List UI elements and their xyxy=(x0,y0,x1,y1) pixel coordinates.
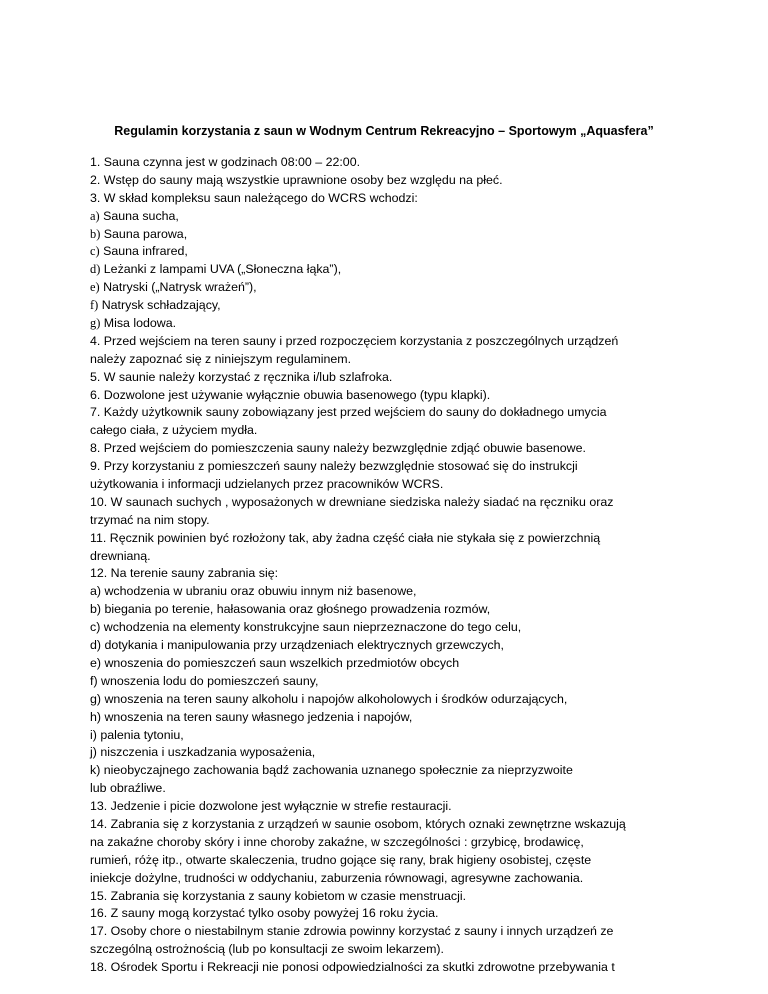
text-line: 18. Ośrodek Sportu i Rekreacji nie ponosi odpowiedzialności za skutki zdrowotne przebywania t xyxy=(90,960,615,975)
text-line: 1. Sauna czynna jest w godzinach 08:00 – 22:00. xyxy=(90,155,361,169)
text-line: h) wnoszenia na teren sauny własnego jedzenia i napojów, xyxy=(90,709,413,724)
text-line: 13. Jedzenie i picie dozwolone jest wyłącznie w strefie restauracji. xyxy=(90,799,452,814)
text-line: 6. Dozwolone jest używanie wyłącznie obuwia basenowego (typu klapki). xyxy=(90,387,491,402)
text-line: a) wchodzenia w ubraniu oraz obuwiu innym niż basenowe, xyxy=(90,584,417,599)
text-line: e) wnoszenia do pomieszczeń saun wszelkich przedmiotów obcych xyxy=(90,655,460,670)
text-line: 9. Przy korzystaniu z pomieszczeń sauny należy bezwzględnie stosować się do instrukcji xyxy=(90,459,578,474)
text-line: 2. Wstęp do sauny mają wszystkie uprawnione osoby bez względu na płeć. xyxy=(90,172,503,187)
text-line: szczególną ostrożnością (lub po konsultacji ze swoim lekarzem). xyxy=(90,942,444,957)
list-marker: a) xyxy=(90,208,100,223)
text-line: k) nieobyczajnego zachowania bądź zachowania uznanego społecznie za nieprzyzwoite xyxy=(90,763,573,778)
text-line: 10. W saunach suchych , wyposażonych w drewniane siedziska należy siadać na ręczniku oraz xyxy=(90,494,614,509)
list-marker: d) xyxy=(90,262,101,277)
list-marker: g) xyxy=(90,316,101,331)
list-marker: c) xyxy=(90,244,100,259)
sublist-item: c) Sauna infrared, xyxy=(90,244,188,259)
text-line: 5. W saunie należy korzystać z ręcznika i/lub szlafroka. xyxy=(90,369,393,384)
text-line: 12. Na terenie sauny zabrania się: xyxy=(90,566,279,581)
sublist-item: a) Sauna sucha, xyxy=(90,208,179,223)
text-line: rumień, różę itp., otwarte skaleczenia, trudno gojące się rany, brak higieny osobistej, częste xyxy=(90,852,592,867)
list-marker: e) xyxy=(90,280,100,295)
text-line: 16. Z sauny mogą korzystać tylko osoby powyżej 16 roku życia. xyxy=(90,906,439,921)
document-body xyxy=(90,154,730,977)
text-line: g) wnoszenia na teren sauny alkoholu i napojów alkoholowych i środków odurzających, xyxy=(90,691,568,706)
text-line: j) niszczenia i uszkadzania wyposażenia, xyxy=(90,745,316,760)
document-title: Regulamin korzystania z saun w Wodnym Centrum Rekreacyjno – Sportowym „Aquasfera” xyxy=(114,124,654,138)
text-line: iniekcje dożylne, trudności w oddychaniu, zaburzenia równowagi, agresywne zachowania. xyxy=(90,870,584,885)
text-line: b) biegania po terenie, hałasowania oraz głośnego prowadzenia rozmów, xyxy=(90,602,491,617)
text-line: drewnianą. xyxy=(90,548,151,563)
text-line: na zakaźne choroby skóry i inne choroby zakaźne, w szczególności : grzybicę, brodawicę, xyxy=(90,834,584,849)
text-line: 4. Przed wejściem na teren sauny i przed rozpoczęciem korzystania z poszczególnych urządzeń xyxy=(90,333,619,348)
text-line: 7. Każdy użytkownik sauny zobowiązany jest przed wejściem do sauny do dokładnego umycia xyxy=(90,405,607,420)
text-line: całego ciała, z użyciem mydła. xyxy=(90,423,258,438)
list-marker: f) xyxy=(90,298,99,313)
text-line: użytkowania i informacji udzielanych przez pracowników WCRS. xyxy=(90,477,444,492)
text-line: f) wnoszenia lodu do pomieszczeń sauny, xyxy=(90,673,319,688)
text-line: lub obraźliwe. xyxy=(90,781,166,796)
sublist-item: b) Sauna parowa, xyxy=(90,226,188,241)
text-line: 17. Osoby chore o niestabilnym stanie zdrowia powinny korzystać z sauny i innych urządzeń ze xyxy=(90,924,614,939)
sublist-item: e) Natryski („Natrysk wrażeń”), xyxy=(90,280,257,295)
text-line: 11. Ręcznik powinien być rozłożony tak, aby żadna część ciała nie stykała się z powierzchnią xyxy=(90,530,601,545)
list-marker: b) xyxy=(90,226,101,241)
text-line: trzymać na nim stopy. xyxy=(90,512,210,527)
sublist-item: g) Misa lodowa. xyxy=(90,316,177,331)
text-line: c) wchodzenia na elementy konstrukcyjne saun nieprzeznaczone do tego celu, xyxy=(90,620,522,635)
text-line: 15. Zabrania się korzystania z sauny kobietom w czasie menstruacji. xyxy=(90,888,467,903)
text-line: d) dotykania i manipulowania przy urządzeniach elektrycznych grzewczych, xyxy=(90,638,504,653)
sublist-item: d) Leżanki z lampami UVA („Słoneczna łąka”), xyxy=(90,262,342,277)
text-line: należy zapoznać się z niniejszym regulaminem. xyxy=(90,351,352,366)
text-line: 3. W skład kompleksu saun należącego do WCRS wchodzi: xyxy=(90,190,418,205)
sublist-item: f) Natrysk schładzający, xyxy=(90,298,221,313)
text-line: 14. Zabrania się z korzystania z urządzeń w saunie osobom, których oznaki zewnętrzne wskazują xyxy=(90,816,626,831)
text-line: i) palenia tytoniu, xyxy=(90,727,184,742)
text-line: 8. Przed wejściem do pomieszczenia sauny należy bezwzględnie zdjąć obuwie basenowe. xyxy=(90,441,586,456)
